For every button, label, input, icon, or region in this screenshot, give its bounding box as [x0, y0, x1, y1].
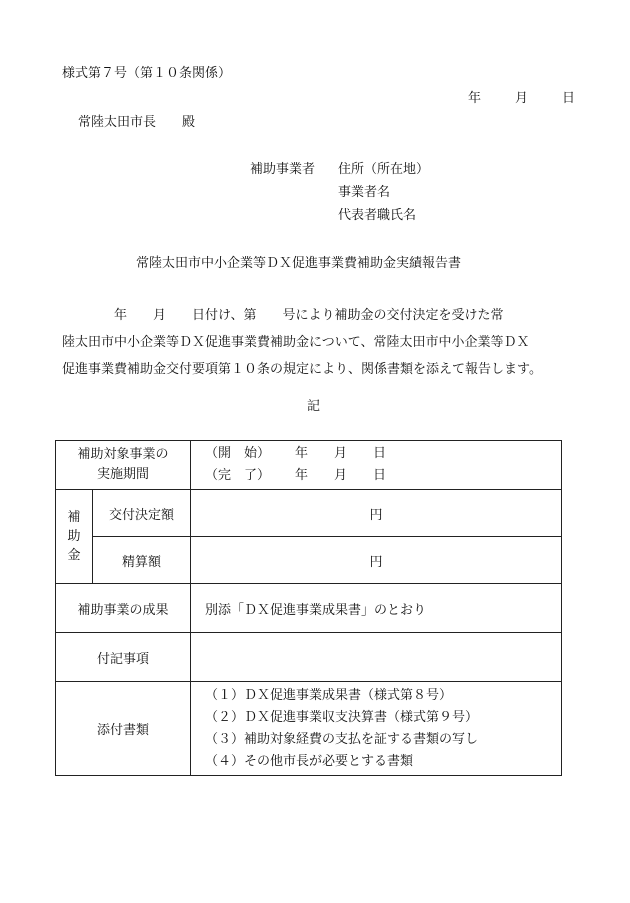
attachments-label: 添付書類: [56, 682, 191, 776]
addressee: 常陸太田市長 殿: [78, 115, 196, 130]
notes-label: 付記事項: [56, 633, 191, 682]
attachment-item: （２）ＤＸ促進事業収支決算書（様式第９号）: [205, 709, 479, 725]
table-row: [56, 537, 562, 584]
grant-label-char: 助: [67, 529, 81, 544]
decided-amount-label: 交付決定額: [93, 490, 191, 537]
attachments-list: [191, 682, 562, 776]
grant-label-char: 補: [67, 510, 81, 525]
body-line: 促進事業費補助金交付要項第１０条の規定により、関係書類を添えて報告します。: [62, 362, 542, 377]
table-row: [56, 584, 562, 633]
applicant-representative-field: 代表者職氏名: [338, 208, 417, 223]
attachment-item: （３）補助対象経費の支払を証する書類の写し: [205, 731, 479, 747]
table-row: [56, 490, 562, 537]
settled-amount-label: 精算額: [93, 537, 191, 584]
applicant-address-field: 住所（所在地）: [338, 162, 430, 177]
table-row: [56, 682, 562, 776]
date-month: 月: [515, 91, 529, 106]
settled-amount-value: 円: [191, 537, 562, 584]
body-paragraph: [62, 302, 574, 383]
period-label: [56, 441, 191, 490]
end-tag: （完 了）: [205, 468, 271, 483]
grant-label-char: 金: [67, 548, 81, 563]
attachment-item: （１）ＤＸ促進事業成果書（様式第８号）: [205, 687, 453, 703]
period-value: [191, 441, 562, 490]
result-label: 補助事業の成果: [56, 584, 191, 633]
applicant-label: 補助事業者: [250, 162, 316, 177]
grant-label: [56, 490, 93, 584]
notes-value: [191, 633, 562, 682]
applicant-business-name-field: 事業者名: [338, 185, 391, 200]
period-start: [205, 443, 561, 465]
period-label-line: 補助対象事業の: [77, 447, 169, 462]
ki-heading: 記: [307, 399, 321, 414]
decided-amount-value: 円: [191, 490, 562, 537]
report-date: [468, 92, 575, 105]
date-year: 年: [468, 91, 482, 106]
period-label-line: 実施期間: [97, 467, 150, 482]
start-date: 年 月 日: [295, 446, 387, 461]
body-line: 陸太田市中小企業等ＤＸ促進事業費補助金について、常陸太田市中小企業等ＤＸ: [62, 335, 530, 350]
end-date: 年 月 日: [295, 468, 387, 483]
table-row: [56, 633, 562, 682]
date-day: 日: [562, 91, 576, 106]
attachment-item: （４）その他市長が必要とする書類: [205, 753, 414, 769]
table-row: [56, 441, 562, 490]
body-line: 年 月 日付け、第 号により補助金の交付決定を受けた常: [62, 308, 504, 323]
period-end: [205, 465, 561, 487]
result-value: 別添「ＤＸ促進事業成果書」のとおり: [191, 584, 562, 633]
form-number: 様式第７号（第１０条関係）: [62, 66, 232, 81]
report-table: [55, 440, 562, 776]
document-title: 常陸太田市中小企業等ＤＸ促進事業費補助金実績報告書: [136, 256, 462, 271]
start-tag: （開 始）: [205, 446, 271, 461]
